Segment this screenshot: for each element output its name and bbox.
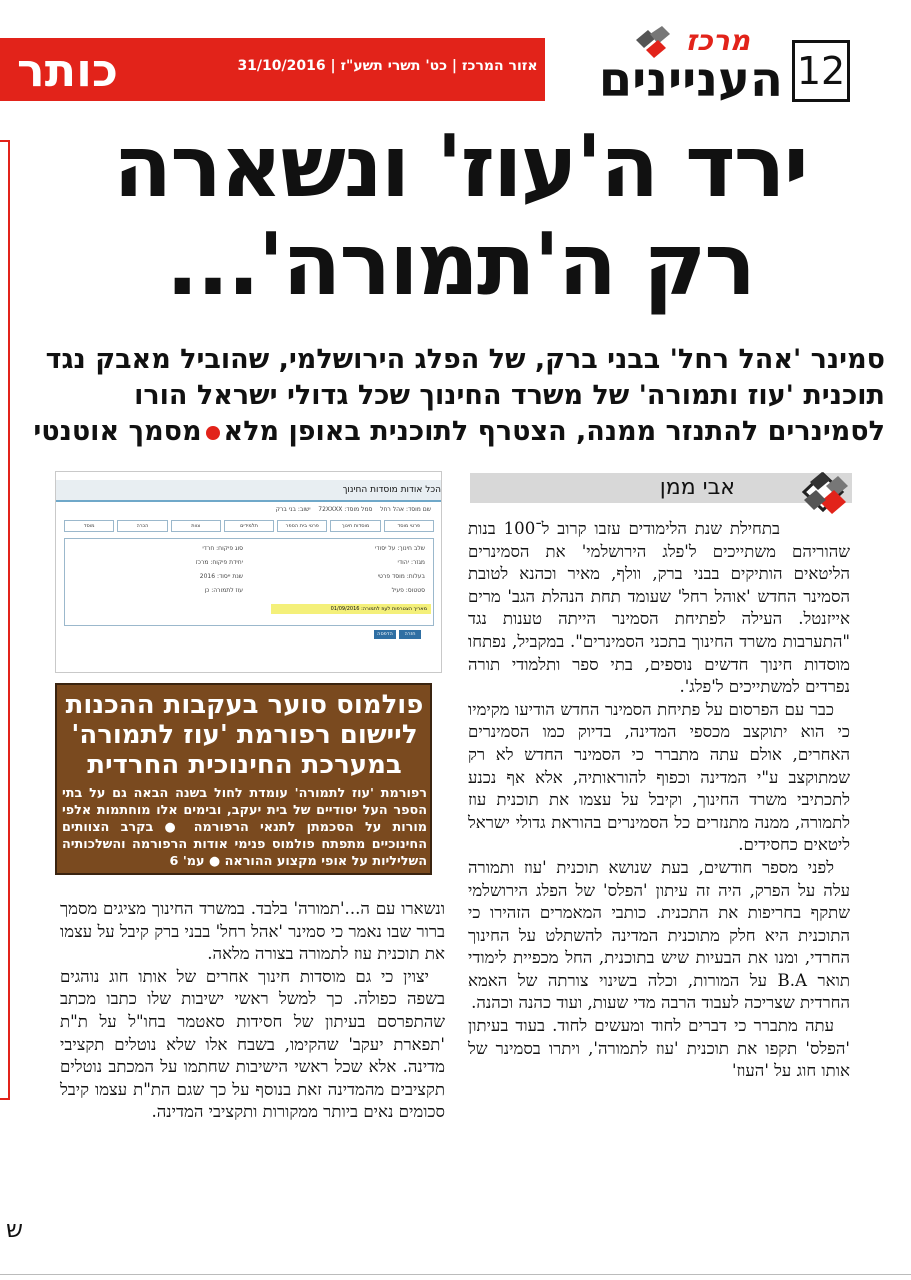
document-screenshot — [55, 471, 442, 673]
paragraph: לפני מספר חודשים, בעת שנושא תוכנית 'עוז ותמורה עלה על הפרק, היה זה עיתון 'הפלס' של הפלג הירושלמי שתקף בחריפות את התכנית. כותבי המאמרים הזהירו כי התוכנית היא חלק מתוכנית המדינה להשתלט על החינוך החרדי, ומנו את הבעיות שיש בתוכנית, החל מכפיית לימודי תואר B.A על המורות, וכלה בשינוי צורתה של האמא החרדית שצריכה לעבוד הרבה מדי שעות, ועוד כהנה וכהנה. — [468, 857, 850, 1013]
screenshot-field: בעלות: מוסד פרטי — [377, 573, 425, 580]
screenshot-title: הכל אודות מוסדות החינוך — [56, 480, 441, 502]
author-name: אבי ממן — [659, 475, 735, 500]
screenshot-field: סמל מוסד: 72XXXX — [318, 506, 373, 513]
article-left-column — [60, 898, 445, 1124]
screenshot-tab: צוות — [171, 520, 221, 532]
screenshot-tab: פרטי מוסד — [384, 520, 434, 532]
screenshot-highlight: מאריך הצטרפות לעוז לתמורה: 01/09/2016 — [271, 604, 431, 614]
section-label: כותר — [17, 43, 118, 97]
sidebar-box-text: רפורמת 'עוז לתמורה' עומדת לחול בשנה הבאה גם על בתי הספר העל יסודיים של בית יעקב, ובימים אלו מוחתמות אלפי מורות על הסכמתן לתנאי הרפורמה ● בקרב הצוותים החינוכיים מתפתח פולמוס פנימי אודות הרפורמה והשלכותיה השליליות על אופי מקצוע ההוראה ● עמ' 6 — [62, 786, 427, 869]
screenshot-field: שם מוסד: אהל רחל — [380, 506, 431, 513]
subtitle — [25, 342, 885, 450]
screenshot-field: שנת ייסוד: 2016 — [199, 573, 243, 580]
screenshot-field: ישוב: בני ברק — [275, 506, 311, 513]
screenshot-tab: תלמידים — [224, 520, 274, 532]
screenshot-tab: מוסד — [64, 520, 114, 532]
screenshot-tab: מוסדות חינוך — [330, 520, 380, 532]
screenshot-field: סטטוס: פעיל — [391, 587, 425, 594]
screenshot-field: עוז לתמורה: כן — [204, 587, 243, 594]
screenshot-tabs — [64, 520, 434, 532]
left-edge-letter: ש — [6, 1215, 24, 1243]
screenshot-field: מגזר: יהודי — [397, 559, 425, 566]
screenshot-button: הדפסה — [374, 630, 396, 639]
sidebar-box-title: פולמוס סוער בעקבות ההכנות ליישום רפורמת 'עוז לתמורה' במערכת החינוכית החרדית — [65, 690, 424, 780]
dateline: אזור המרכז | כט' תשרי תשע"ז | 31/10/2016 — [237, 58, 538, 74]
paragraph: עתה מתברר כי דברים לחוד ומעשים לחוד. בעוד בעיתון 'הפלס' תקפו את תוכנית 'עוז לתמורה', ויתרו בסמינר של אותו חוג על 'העוז' — [468, 1016, 850, 1081]
screenshot-field: שלב חינוך: על יסודי — [374, 545, 425, 552]
screenshot-tab: פרטי בית הספר — [277, 520, 327, 532]
paragraph: כבר עם הפרסום על פתיחת הסמינר החדש הודיעו מקימיו כי הוא יתוקצב מכספי המדינה, בדיוק כמו הסמינרים האחרים, אולם עתה מתברר כי הסמינר החדש לא רק שמתוקצב ע"י המדינה וכפוף להוראותיה, אלא אף נכנע לתכתיבי משרד החינוך, וקיבל על עצמו את תוכנית עוז לתמורה, ממנה מתנזרים כל הסמינרים בהוראת גדולי ישראל ליטאים כחסידים. — [468, 699, 850, 855]
logo-sub-title: מרכז — [685, 24, 750, 57]
subtitle-tag: מסמך אוטנטי — [33, 416, 202, 447]
page-number: 12 — [792, 40, 850, 102]
screenshot-button: חזרה — [399, 630, 421, 639]
screenshot-tab: הכרה — [117, 520, 167, 532]
subtitle-text: סמינר 'אהל רחל' בבני ברק, של הפלג הירושלמי, שהוביל מאבק נגד תוכנית 'עוז ותמורה' של משרד החינוך שכל גדולי ישראל הורו לסמינרים להתנזר ממנה, הצטרף לתוכנית באופן מלא — [45, 344, 885, 447]
headline-line-2: רק ה'תמורה'... — [165, 215, 755, 315]
screenshot-field: יחידת פיקוח: מרכז — [195, 559, 243, 566]
bottom-rule — [0, 1274, 911, 1275]
headline-line-1: ירד ה'עוז' ונשארה — [113, 117, 807, 217]
left-frame-border — [0, 140, 10, 1100]
paragraph: בתחילת שנת הלימודים עזבו קרוב ל־100 בנות שהוריהם משתייכים ל'פלג הירושלמי' את הסמינרים הליטאים הותיקים בבני ברק, וולף, מאיר וכהנא לטובת הסמינר החדש 'אוהל רחל' שעומד תחת הנהלת הגב' מרים אייזנטל. העילה לפתיחת הסמינר הייתה טענות נגד "התערבות משרד החינוך בתכני הסמינרים". במקביל, נפתחו מוסדות חינוך חדשים נוספים, בתי ספר ותלמודי תורה נפרדים למשתייכים ל'פלג'. — [468, 519, 850, 697]
headline — [60, 118, 860, 314]
article-right-column — [468, 518, 850, 1083]
screenshot-field: סוג פיקוח: חרדי — [202, 545, 243, 552]
logo-title: העניינים — [598, 52, 783, 108]
paragraph: ונשארו עם ה...'תמורה' בלבד. במשרד החינוך מציגים מסמך ברור שבו נאמר כי סמינר 'אהל רחל' בבני ברק קיבל על עצמו את תוכנית עוז לתמורה בצורה מלאה. — [60, 899, 445, 964]
paragraph: יצוין כי גם מוסדות חינוך אחרים של אותו חוג נוהגים בשפה כפולה. כך למשל ראשי ישיבות שלו כתבו מכתב שהתפרסם בעיתון של חסידות סאטמר בחו"ל על ת"ת 'תפארת יעקב' שהקימו, בשבח אלו שלא נוטלים תקציבי מדינה. אלא שכל ראשי הישיבות שחתמו על המכתב נוטלים תקציבים מהמדינה זאת בנוסף על כך שגם הת"ת עצמו קיבל סכומים נאים ביותר ממקורות ותקציבי המדינה. — [60, 966, 445, 1122]
bullet-icon — [206, 426, 220, 440]
